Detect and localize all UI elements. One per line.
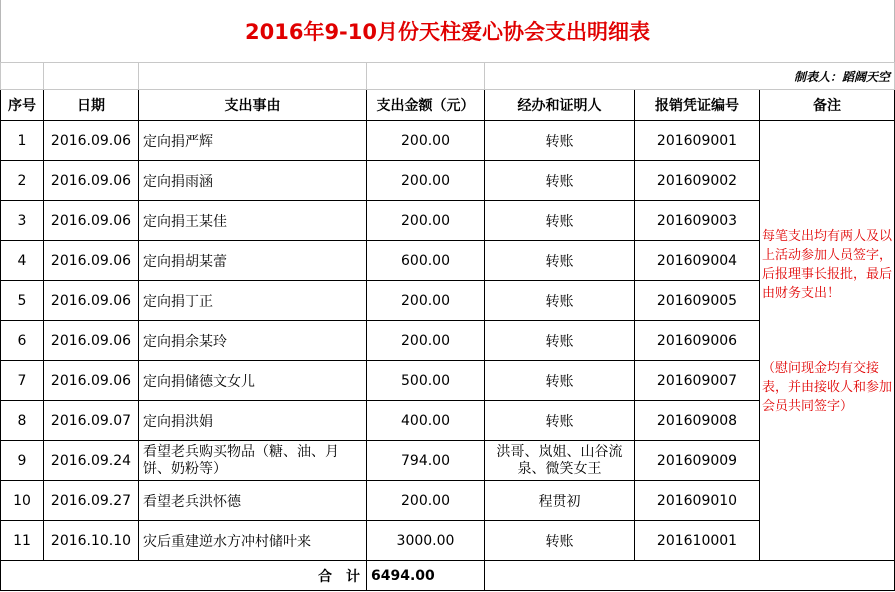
header-row bbox=[1, 90, 895, 121]
cell-date: 2016.09.07 bbox=[44, 401, 139, 441]
col-header-amount: 支出金额（元） bbox=[367, 90, 485, 121]
cell-voucher: 201609008 bbox=[635, 401, 760, 441]
cell-voucher: 201609006 bbox=[635, 321, 760, 361]
cell-date: 2016.09.06 bbox=[44, 281, 139, 321]
cell-handler: 转账 bbox=[485, 201, 635, 241]
cell-reason: 定向捐余某玲 bbox=[139, 321, 367, 361]
cell-reason: 灾后重建逆水方冲村储叶来 bbox=[139, 521, 367, 561]
total-blank bbox=[485, 561, 895, 591]
cell-no: 4 bbox=[1, 241, 44, 281]
cell-date: 2016.09.06 bbox=[44, 201, 139, 241]
cell-amount: 600.00 bbox=[367, 241, 485, 281]
cell-date: 2016.09.06 bbox=[44, 161, 139, 201]
cell-no: 11 bbox=[1, 521, 44, 561]
cell-handler: 转账 bbox=[485, 401, 635, 441]
cell-voucher: 201609004 bbox=[635, 241, 760, 281]
total-label: 合 计 bbox=[1, 561, 367, 591]
cell-voucher: 201610001 bbox=[635, 521, 760, 561]
cell-no: 9 bbox=[1, 441, 44, 481]
cell-no: 5 bbox=[1, 281, 44, 321]
cell-handler: 转账 bbox=[485, 121, 635, 161]
cell-handler: 程贯初 bbox=[485, 481, 635, 521]
cell-amount: 500.00 bbox=[367, 361, 485, 401]
cell-reason: 定向捐储德文女儿 bbox=[139, 361, 367, 401]
cell-handler: 转账 bbox=[485, 321, 635, 361]
cell-date: 2016.09.27 bbox=[44, 481, 139, 521]
cell-voucher: 201609010 bbox=[635, 481, 760, 521]
cell-reason: 定向捐洪娟 bbox=[139, 401, 367, 441]
remarks-note-1: 每笔支出均有两人及以上活动参加人员签字，后报理事长报批，最后由财务支出！ bbox=[762, 229, 893, 301]
col-header-date: 日期 bbox=[44, 90, 139, 121]
cell-amount: 200.00 bbox=[367, 161, 485, 201]
sheet-title: 2016年9-10月份天柱爱心协会支出明细表 bbox=[0, 0, 895, 62]
cell-reason: 看望老兵洪怀德 bbox=[139, 481, 367, 521]
cell-reason: 定向捐雨涵 bbox=[139, 161, 367, 201]
cell-voucher: 201609009 bbox=[635, 441, 760, 481]
col-header-reason: 支出事由 bbox=[139, 90, 367, 121]
cell-date: 2016.10.10 bbox=[44, 521, 139, 561]
col-header-no: 序号 bbox=[1, 90, 44, 121]
cell-handler: 转账 bbox=[485, 361, 635, 401]
cell-no: 1 bbox=[1, 121, 44, 161]
cell-voucher: 201609007 bbox=[635, 361, 760, 401]
col-header-note: 备注 bbox=[760, 90, 895, 121]
col-header-voucher: 报销凭证编号 bbox=[635, 90, 760, 121]
cell-no: 8 bbox=[1, 401, 44, 441]
cell-voucher: 201609003 bbox=[635, 201, 760, 241]
cell-date: 2016.09.06 bbox=[44, 241, 139, 281]
cell-no: 3 bbox=[1, 201, 44, 241]
table-maker: 制表人：蹈阔天空 bbox=[485, 63, 895, 90]
cell-amount: 3000.00 bbox=[367, 521, 485, 561]
cell-reason: 定向捐严辉 bbox=[139, 121, 367, 161]
cell-date: 2016.09.24 bbox=[44, 441, 139, 481]
cell-amount: 200.00 bbox=[367, 281, 485, 321]
remarks-note-2: （慰问现金均有交接表，并由接收人和参加会员共同签字） bbox=[762, 361, 893, 414]
cell-no: 2 bbox=[1, 161, 44, 201]
cell-voucher: 201609005 bbox=[635, 281, 760, 321]
cell-no: 6 bbox=[1, 321, 44, 361]
cell-voucher: 201609001 bbox=[635, 121, 760, 161]
total-amount: 6494.00 bbox=[367, 561, 485, 591]
cell-amount: 400.00 bbox=[367, 401, 485, 441]
cell-handler: 转账 bbox=[485, 281, 635, 321]
cell-reason: 定向捐王某佳 bbox=[139, 201, 367, 241]
cell-reason: 定向捐胡某蕾 bbox=[139, 241, 367, 281]
cell-handler: 转账 bbox=[485, 521, 635, 561]
col-header-handler: 经办和证明人 bbox=[485, 90, 635, 121]
cell-no: 7 bbox=[1, 361, 44, 401]
cell-amount: 794.00 bbox=[367, 441, 485, 481]
cell-amount: 200.00 bbox=[367, 481, 485, 521]
cell-date: 2016.09.06 bbox=[44, 361, 139, 401]
cell-amount: 200.00 bbox=[367, 121, 485, 161]
cell-handler: 转账 bbox=[485, 241, 635, 281]
cell-amount: 200.00 bbox=[367, 201, 485, 241]
cell-reason: 定向捐丁正 bbox=[139, 281, 367, 321]
cell-voucher: 201609002 bbox=[635, 161, 760, 201]
cell-handler: 洪哥、岚姐、山谷流泉、微笑女王 bbox=[485, 441, 635, 481]
remarks-cell bbox=[760, 121, 895, 561]
cell-date: 2016.09.06 bbox=[44, 121, 139, 161]
total-row bbox=[1, 561, 895, 591]
cell-handler: 转账 bbox=[485, 161, 635, 201]
expense-table bbox=[0, 62, 895, 591]
cell-date: 2016.09.06 bbox=[44, 321, 139, 361]
cell-amount: 200.00 bbox=[367, 321, 485, 361]
cell-reason: 看望老兵购买物品（糖、油、月饼、奶粉等） bbox=[139, 441, 367, 481]
cell-no: 10 bbox=[1, 481, 44, 521]
maker-row bbox=[1, 63, 895, 90]
table-row bbox=[1, 121, 895, 161]
